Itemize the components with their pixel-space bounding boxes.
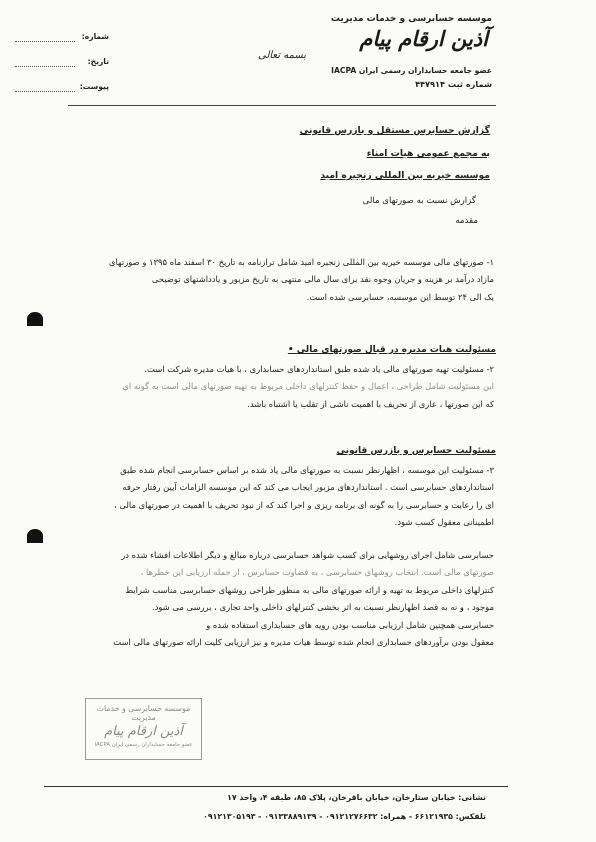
footer-divider — [44, 786, 508, 787]
paragraph-2-line: ۲- مسئولیت تهیه صورتهای مالی یاد شده طبق استانداردهای حسابداری ، با هیات مدیره شرکت است. — [144, 364, 494, 374]
meta-attachment-label: پیوست: — [79, 82, 109, 91]
paragraph-3 — [64, 462, 494, 532]
paragraph-2-line: که این صورتها ، عاری از تحریف با اهمیت ناشی از تقلب یا اشتباه باشد. — [247, 398, 494, 409]
stamp-line-2: آذین ارقام پیام — [104, 724, 183, 739]
meta-date-label: تاریخ: — [87, 57, 109, 66]
board-responsibility-heading: مسئولیت هیات مدیره در قبال صورتهای مالی • — [288, 345, 496, 355]
paragraph-4-line: صورتهای مالی است. انتخاب روشهای حسابرسی ، به قضاوت حسابرس ، از جمله ارزیابی این خطرها ، — [140, 567, 494, 578]
report-title: گزارش حسابرس مستقل و بازرس قانونی — [299, 125, 490, 136]
firm-name: موسسه حسابرسی و خدمات مدیریت — [330, 14, 492, 24]
punch-hole-top — [27, 312, 43, 326]
paragraph-1-line: مازاد درآمد بر هزینه و جریان وجوه نقد برای سال مالی منتهی به تاریخ مزبور و یادداشتهای توضیحی — [151, 274, 494, 285]
paragraph-1-line: ۱- صورتهای مالی موسسه خیریه بین المللی زنجیره امید شامل ترازنامه به تاریخ ۳۰ اسفند ماه ۱۳۹۵ و صورتهای — [108, 257, 494, 267]
paragraph-3-line: ۳- مسئولیت این موسسه ، اظهارنظر نسبت به صورتهای مالی یاد شده بر اساس حسابرسی انجام شده طبق — [120, 465, 494, 475]
meta-number-label: شماره: — [81, 32, 109, 41]
footer-contact: تلفکس: ۶۶۱۲۱۹۳۵ - همراه: ۰۹۱۲۱۲۷۶۶۳۲ - ۰۹۱۳۳۸۸۹۱۳۹ - ۰۹۱۲۱۳۰۵۱۹۳ — [203, 812, 486, 821]
meta-number-blank — [15, 41, 75, 42]
paragraph-3-line: استانداردهای حسابرسی است . استانداردهای مزبور ایجاب می کند که این موسسه الزامات آیین رفتار حرفه — [122, 482, 494, 493]
paragraph-4 — [64, 547, 494, 651]
paragraph-1-line: یک الی ۲۴ توسط این موسسه، حسابرسی شده است. — [306, 291, 494, 302]
meta-date-blank — [15, 66, 75, 67]
paragraph-2-line: این مسئولیت شامل طراحی ، اعمال و حفظ کنترلهای داخلی مربوط به تهیه صورتهای مالی است به گونه ای — [122, 381, 494, 392]
invocation: بسمه تعالی — [258, 50, 307, 61]
addressee-organization: موسسه خیریه بین المللی زنجیره امید — [320, 170, 490, 181]
auditor-responsibility-heading: مسئولیت حسابرس و بازرس قانونی — [336, 446, 496, 456]
company-stamp — [85, 698, 202, 760]
paragraph-4-line: حسابرسی همچنین شامل ارزیابی مناسب بودن رویه های حسابداری استفاده شده و — [206, 619, 494, 630]
paragraph-4-line: کنترلهای داخلی مربوط به تهیه و ارائه صورتهای مالی به منظور طراحی روشهای حسابرسی مناسب شرایط — [125, 584, 494, 595]
header-divider — [68, 105, 496, 106]
stamp-line-1: موسسه حسابرسی و خدمات مدیریت — [96, 704, 191, 722]
punch-hole-bottom — [27, 529, 43, 543]
section-heading-financial: گزارش نسبت به صورتهای مالی — [362, 196, 476, 206]
paragraph-3-line: اطمینانی معقول کسب شود. — [394, 517, 494, 528]
paragraph-4-line: معقول بودن برآوردهای حسابداری انجام شده توسط هیات مدیره و نیز ارزیابی کلیت ارائه صورتهای مالی است — [113, 637, 494, 648]
paragraph-4-line: موجود ، و نه به قصد اظهارنظر نسبت به اثر بخشی کنترلهای داخلی واحد تجاری ، بررسی می شود. — [151, 602, 494, 613]
firm-logo: آذین ارقام پیام — [359, 26, 488, 51]
addressee-board: به مجمع عمومی هیات امناء — [366, 148, 490, 159]
firm-membership: عضو جامعه حسابداران رسمی ایران IACPA — [331, 66, 492, 75]
paragraph-1 — [64, 254, 494, 306]
paragraph-3-line: ای را رعایت و حسابرسی را به گونه ای برنامه ریزی و اجرا کند که از نبود تحریف با اهمیت در صورتهای مالی ، — [114, 499, 494, 510]
paragraph-4-line: حسابرسی شامل اجرای روشهایی برای کسب شواهد حسابرسی درباره مبالغ و دیگر اطلاعات افشاء شده در — [121, 550, 494, 560]
meta-attachment-blank — [15, 91, 75, 92]
firm-registration: شماره ثبت ۴۴۷۹۱۴ — [415, 79, 492, 89]
intro-heading: مقدمه — [455, 216, 478, 226]
stamp-line-3: عضو جامعه حسابداران رسمی ایران IACPA — [94, 742, 193, 748]
paragraph-2 — [64, 361, 494, 413]
footer-address: نشانی: خیابان ستارخان، خیابان باقرخان، پلاک ۸۵، طبقه ۴، واحد ۱۷ — [227, 793, 486, 802]
